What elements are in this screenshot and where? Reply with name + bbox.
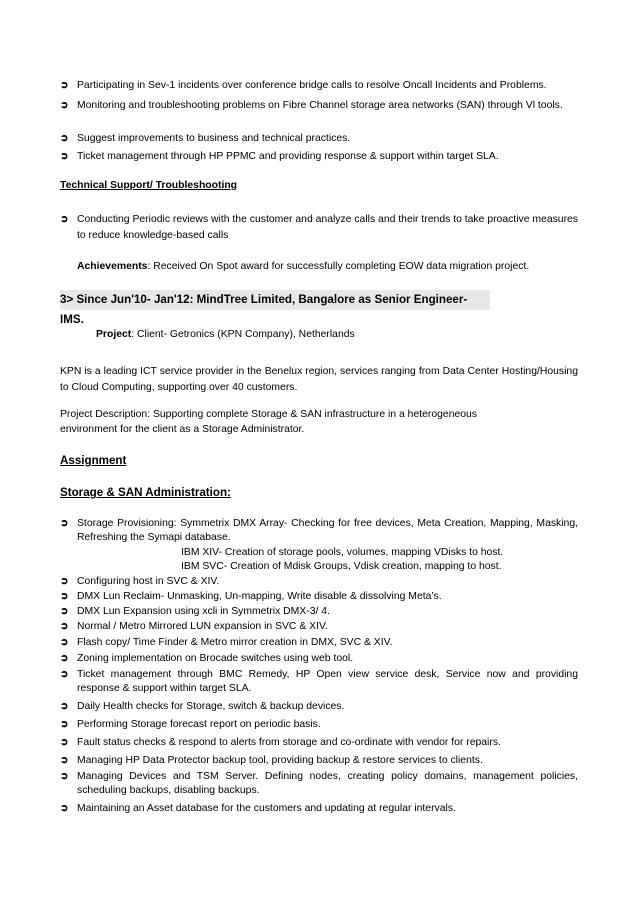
list-item-text: Suggest improvements to business and technical practices. (77, 133, 351, 144)
list-item-text: DMX Lun Expansion using xcli in Symmetrix DMX-3/ 4. (77, 606, 330, 617)
list-item-text: Performing Storage forecast report on periodic basis. (77, 719, 321, 730)
arrow-right-icon: ➲ (60, 621, 69, 632)
arrow-right-icon: ➲ (60, 214, 69, 225)
list-item-text: Configuring host in SVC & XIV. (77, 576, 220, 587)
list-item (60, 636, 578, 650)
arrow-right-icon: ➲ (60, 755, 69, 766)
list-item (60, 605, 578, 619)
list-item-text: Managing HP Data Protector backup tool, providing backup & restore services to clients. (77, 755, 483, 766)
arrow-right-icon: ➲ (60, 151, 69, 162)
list-item (60, 754, 578, 768)
list-item-text: Normal / Metro Mirrored LUN expansion in SVC & XIV. (77, 621, 328, 632)
list-item-text: DMX Lun Reclaim- Unmasking, Un-mapping, Write disable & dissolving Meta’s. (77, 591, 442, 602)
section-heading-tech-support: Technical Support/ Troubleshooting (60, 180, 238, 191)
company-description: KPN is a leading ICT service provider in the Benelux region, services ranging from Data Center Hosting/Housing to Cloud Computing, supporting over 40 customers. (60, 366, 578, 393)
arrow-right-icon: ➲ (60, 669, 69, 680)
list-item (60, 212, 578, 243)
list-item (60, 700, 578, 714)
list-item-text: Storage Provisioning: Symmetrix DMX Array- Checking for free devices, Meta Creation, Mapping, Masking, Refreshing the Symapi database. (77, 518, 578, 544)
project-text: : Client- Getronics (KPN Company), Netherlands (131, 329, 355, 340)
list-item-text: Managing Devices and TSM Server. Defining nodes, creating policy domains, management policies, scheduling backups, disabling backups. (77, 771, 578, 797)
arrow-right-icon: ➲ (60, 80, 69, 91)
list-item-text: Maintaining an Asset database for the customers and updating at regular intervals. (77, 803, 456, 814)
project-line (96, 327, 355, 343)
list-item (60, 149, 578, 165)
list-item (60, 802, 578, 816)
arrow-right-icon: ➲ (60, 518, 69, 529)
achievements-label: Achievements (77, 261, 148, 272)
list-item-text: Participating in Sev-1 incidents over conference bridge calls to resolve Oncall Incidents and Problems. (77, 80, 547, 91)
list-item (60, 131, 578, 147)
list-item (60, 78, 578, 94)
arrow-right-icon: ➲ (60, 100, 69, 111)
arrow-right-icon: ➲ (60, 701, 69, 712)
arrow-right-icon: ➲ (60, 637, 69, 648)
list-item-text: Flash copy/ Time Finder & Metro mirror creation in DMX, SVC & XIV. (77, 637, 393, 648)
arrow-right-icon: ➲ (60, 719, 69, 730)
section-heading-storage-san: Storage & SAN Administration: (60, 486, 231, 499)
list-item (60, 652, 578, 666)
arrow-right-icon: ➲ (60, 606, 69, 617)
project-label: Project (96, 329, 132, 340)
arrow-right-icon: ➲ (60, 591, 69, 602)
list-item-text: Monitoring and troubleshooting problems on Fibre Channel storage area networks (SAN) through Vl tools. (77, 100, 563, 111)
list-item (60, 98, 578, 114)
list-item (60, 517, 578, 546)
project-description-line-2: environment for the client as a Storage Administrator. (60, 424, 305, 435)
job-title-banner: 3> Since Jun'10- Jan'12: MindTree Limited, Bangalore as Senior Engineer- IMS. (60, 290, 490, 310)
project-description-line-1: Project Description: Supporting complete Storage & SAN infrastructure in a heterogeneous (60, 409, 478, 420)
list-item (60, 770, 578, 799)
list-item-text: Daily Health checks for Storage, switch & backup devices. (77, 701, 345, 712)
list-item-text: Ticket management through BMC Remedy, HP Open view service desk, Service now and providing response & support within target SLA. (77, 669, 578, 695)
arrow-right-icon: ➲ (60, 737, 69, 748)
list-item (60, 620, 578, 634)
arrow-right-icon: ➲ (60, 133, 69, 144)
list-item-text: Fault status checks & respond to alerts from storage and co-ordinate with vendor for repairs. (77, 737, 501, 748)
list-item-text: Ticket management through HP PPMC and providing response & support within target SLA. (77, 151, 499, 162)
list-item (60, 590, 578, 604)
arrow-right-icon: ➲ (60, 576, 69, 587)
list-item-text: Zoning implementation on Brocade switches using web tool. (77, 653, 354, 664)
achievements-text: : Received On Spot award for successfully completing EOW data migration project. (147, 261, 530, 272)
list-item (60, 736, 578, 750)
arrow-right-icon: ➲ (60, 803, 69, 814)
sub-line-ibm-svc: IBM SVC- Creation of Mdisk Groups, Vdisk creation, mapping to host. (181, 561, 502, 572)
list-item-text: Conducting Periodic reviews with the customer and analyze calls and their trends to take proactive measures to reduce knowledge-based calls (77, 214, 578, 241)
arrow-right-icon: ➲ (60, 771, 69, 782)
list-item (60, 575, 578, 589)
list-item (60, 668, 578, 697)
achievements-line (77, 259, 529, 275)
sub-line-ibm-xiv: IBM XIV- Creation of storage pools, volumes, mapping VDisks to host. (181, 547, 504, 558)
list-item (60, 718, 578, 732)
section-heading-assignment: Assignment (60, 454, 127, 467)
arrow-right-icon: ➲ (60, 653, 69, 664)
